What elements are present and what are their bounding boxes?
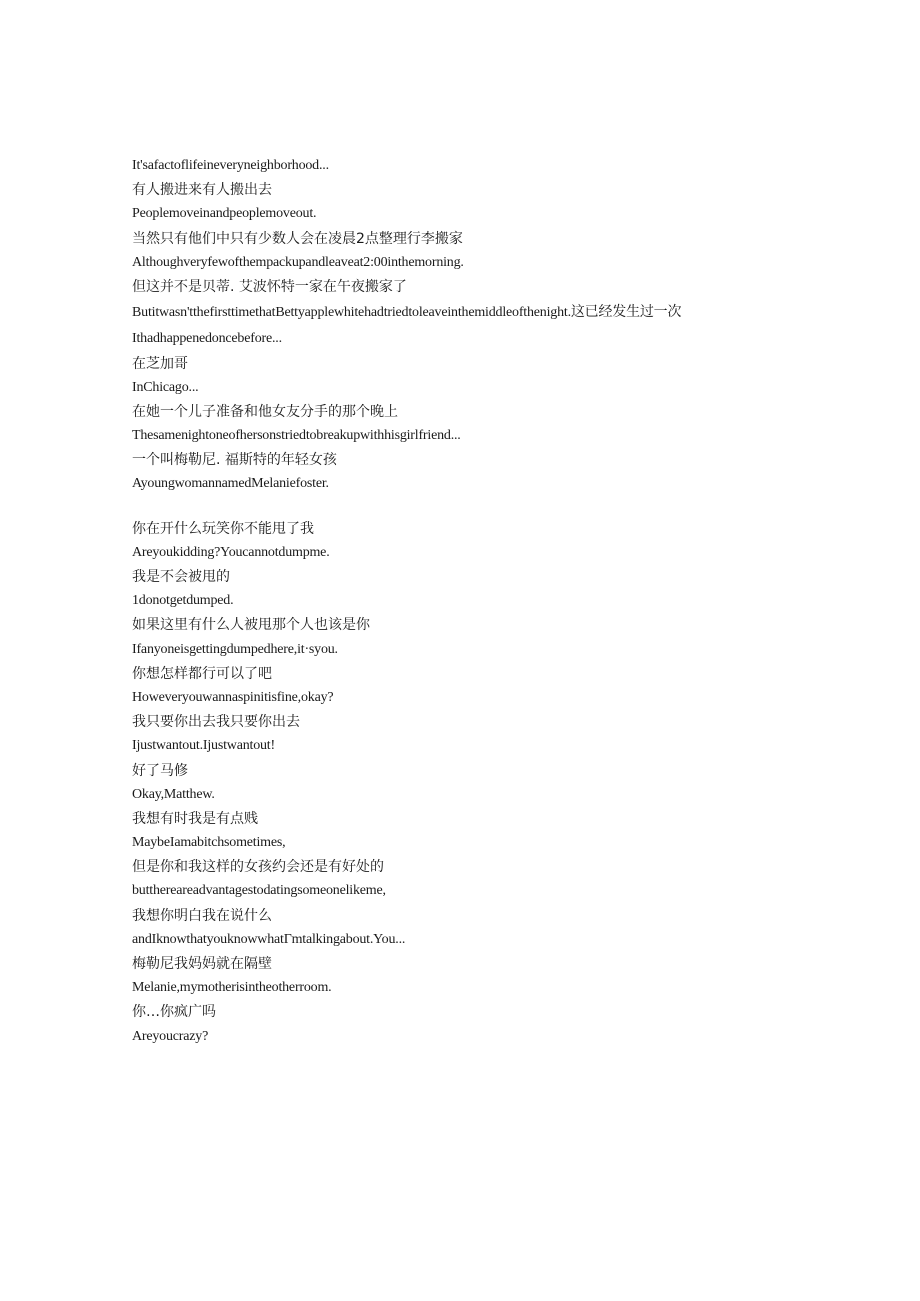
text-line-zh: 但是你和我这样的女孩约会还是有好处的 <box>132 859 384 876</box>
text-line-en: andIknowthatyouknowwhatΓmtalkingabout.You... <box>132 931 406 947</box>
text-line-zh: 我只要你出去我只要你出去 <box>132 714 300 731</box>
section-gap <box>132 499 792 519</box>
text-line-en: Okay,Matthew. <box>132 786 215 802</box>
text-line-zh: 一个叫梅勒尼. 福斯特的年轻女孩 <box>132 452 337 469</box>
text-line-en: It'safactoflifeineveryneighborhood... <box>132 158 329 173</box>
text-line-zh: 有人搬进来有人搬出去 <box>132 182 272 199</box>
text-line-en: Melanie,mymotherisintheotherroom. <box>132 980 332 996</box>
text-line-en: Thesamenightoneofhersonstriedtobreakupwithhisgirlfriend... <box>132 428 461 444</box>
text-line-zh: 我是不会被甩的 <box>132 569 230 585</box>
text-line-en: Ifanyoneisgettingdumpedhere,it·syou. <box>132 641 338 657</box>
text-line-zh: 你…你疯广吗 <box>132 1004 216 1021</box>
text-line-en: MaybeIamabitchsometimes, <box>132 835 286 851</box>
text-line-en: Peoplemoveinandpeoplemoveout. <box>132 206 317 222</box>
dialogue-block <box>132 519 792 1047</box>
text-line-en: Ijustwantout.Ijustwantout! <box>132 738 275 754</box>
text-line-en: 1donotgetdumped. <box>132 593 234 609</box>
text-line-en: Areyoukidding?Youcannotdumpme. <box>132 544 330 560</box>
text-line-mixed: Butitwasn'tthefirsttimethatBettyapplewhitehadtriedtoleaveinthemiddleofthenight.这已经发生过一次 <box>132 305 682 321</box>
text-line-en: Ithadhappenedoncebefore... <box>132 331 282 347</box>
text-line-zh: 我想你明白我在说什么 <box>132 907 272 924</box>
text-line-en: butthereareadvantagestodatingsomeonelikeme, <box>132 883 386 899</box>
narration-block <box>132 156 792 494</box>
text-line-zh: 在芝加哥 <box>132 355 188 372</box>
text-line-zh: 梅勒尼我妈妈就在隔壁 <box>132 956 272 972</box>
text-line-en: Areyoucrazy? <box>132 1028 209 1044</box>
text-line-zh: 你在开什么玩笑你不能甩了我 <box>132 520 314 537</box>
text-line-zh: 如果这里有什么人被甩那个人也该是你 <box>132 617 370 634</box>
text-line-zh: 你想怎样都行可以了吧 <box>132 665 272 682</box>
text-line-zh: 在她一个儿子准备和他女友分手的那个晚上 <box>132 403 398 420</box>
text-line-zh: 但这并不是贝蒂. 艾波怀特一家在午夜搬家了 <box>132 278 407 295</box>
document-body <box>132 156 792 1051</box>
text-line-zh: 当然只有他们中只有少数人会在凌晨2点整理行李搬家 <box>132 230 463 247</box>
text-line-en: Howeveryouwannaspinitisfine,okay? <box>132 689 334 705</box>
text-line-zh: 我想有时我是有点贱 <box>132 810 258 827</box>
text-line-en: Althoughveryfewofthempackupandleaveat2:00inthemorning. <box>132 254 464 270</box>
text-line-en: AyoungwomannamedMelaniefoster. <box>132 476 329 492</box>
text-line-en: InChicago... <box>132 379 199 395</box>
text-line-zh: 好了马修 <box>132 762 188 779</box>
